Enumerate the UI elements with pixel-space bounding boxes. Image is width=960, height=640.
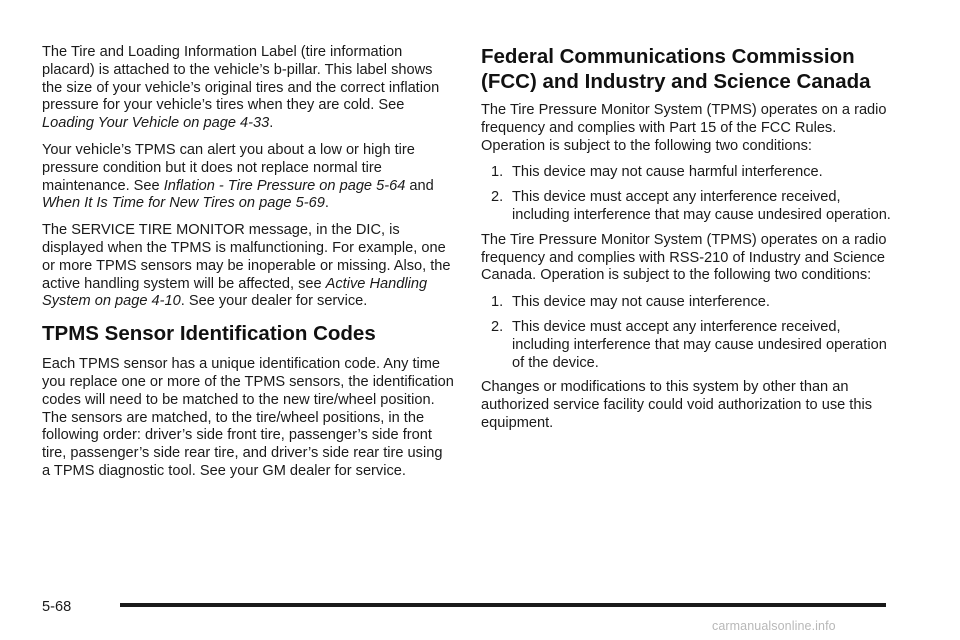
cross-reference: Active Handling System on page 4-10 xyxy=(42,275,428,310)
tpms-alert-paragraph: Your vehicle’s TPMS can alert you about a low or high tire pressure condition but it does not replace normal tire maintenance. See Inflation - Tire Pressure on page 5-64 and When It Is Time for New Tires on page 5-69. xyxy=(42,141,434,212)
list-item: 1. This device may not cause harmful interference. xyxy=(491,164,823,181)
canada-conditions-list xyxy=(481,294,891,372)
sensor-codes-paragraph: Each TPMS sensor has a unique identification code. Any time you replace one or more of the TPMS sensors, the identification codes will need to be matched to the new tire/wheel position. The sensors are matched, to the tire/wheel positions, in the following order: driver’s side front tire, passenger’s side front tire, passenger’s side rear tire, and driver’s side rear tire using a TPMS diagnostic tool. See your GM dealer for service. xyxy=(42,356,454,479)
service-message-paragraph: The SERVICE TIRE MONITOR message, in the DIC, is displayed when the TPMS is malfunctioning. For example, one or more TPMS sensors may be inoperable or missing. Also, the active handling system will be affected, see Active Handling System on page 4-10. See your dealer for service. xyxy=(42,222,451,310)
cross-reference: Loading Your Vehicle on page 4-33 xyxy=(42,115,270,132)
left-column xyxy=(42,44,454,490)
tire-label-paragraph: The Tire and Loading Information Label (tire information placard) is attached to the vehicle’s b-pillar. This label shows the size of your vehicle’s original tires and the correct inflation pressure for your vehicle’s tires when they are cold. See Loading Your Vehicle on page 4-33. xyxy=(42,44,440,132)
modifications-paragraph: Changes or modifications to this system by other than an authorized service facility could void authorization to use this equipment. xyxy=(481,379,872,431)
fcc-paragraph: The Tire Pressure Monitor System (TPMS) operates on a radio frequency and complies with Part 15 of the FCC Rules. Operation is subject to the following two conditions: xyxy=(481,102,887,154)
canada-paragraph: The Tire Pressure Monitor System (TPMS) operates on a radio frequency and complies with RSS-210 of Industry and Science Canada. Operation is subject to the following two conditions: xyxy=(481,231,887,284)
list-item: 1. This device may not cause interference. xyxy=(491,294,770,311)
footer-divider xyxy=(120,603,886,607)
watermark: carmanualsonline.info xyxy=(712,619,836,633)
right-column xyxy=(481,44,891,442)
list-item: 2. This device must accept any interference received, including interference that may cause undesired operation of the device. xyxy=(491,318,887,371)
cross-reference: Inflation - Tire Pressure on page 5-64 xyxy=(163,177,406,194)
cross-reference: When It Is Time for New Tires on page 5-69 xyxy=(42,195,325,212)
list-item: 2. This device must accept any interference received, including interference that may cause undesired operation. xyxy=(491,189,891,223)
fcc-conditions-list xyxy=(481,164,891,224)
section-heading: TPMS Sensor Identification Codes xyxy=(42,322,376,346)
section-heading: Federal Communications Commission (FCC) and Industry and Science Canada xyxy=(481,45,871,93)
page-number: 5-68 xyxy=(42,599,72,615)
